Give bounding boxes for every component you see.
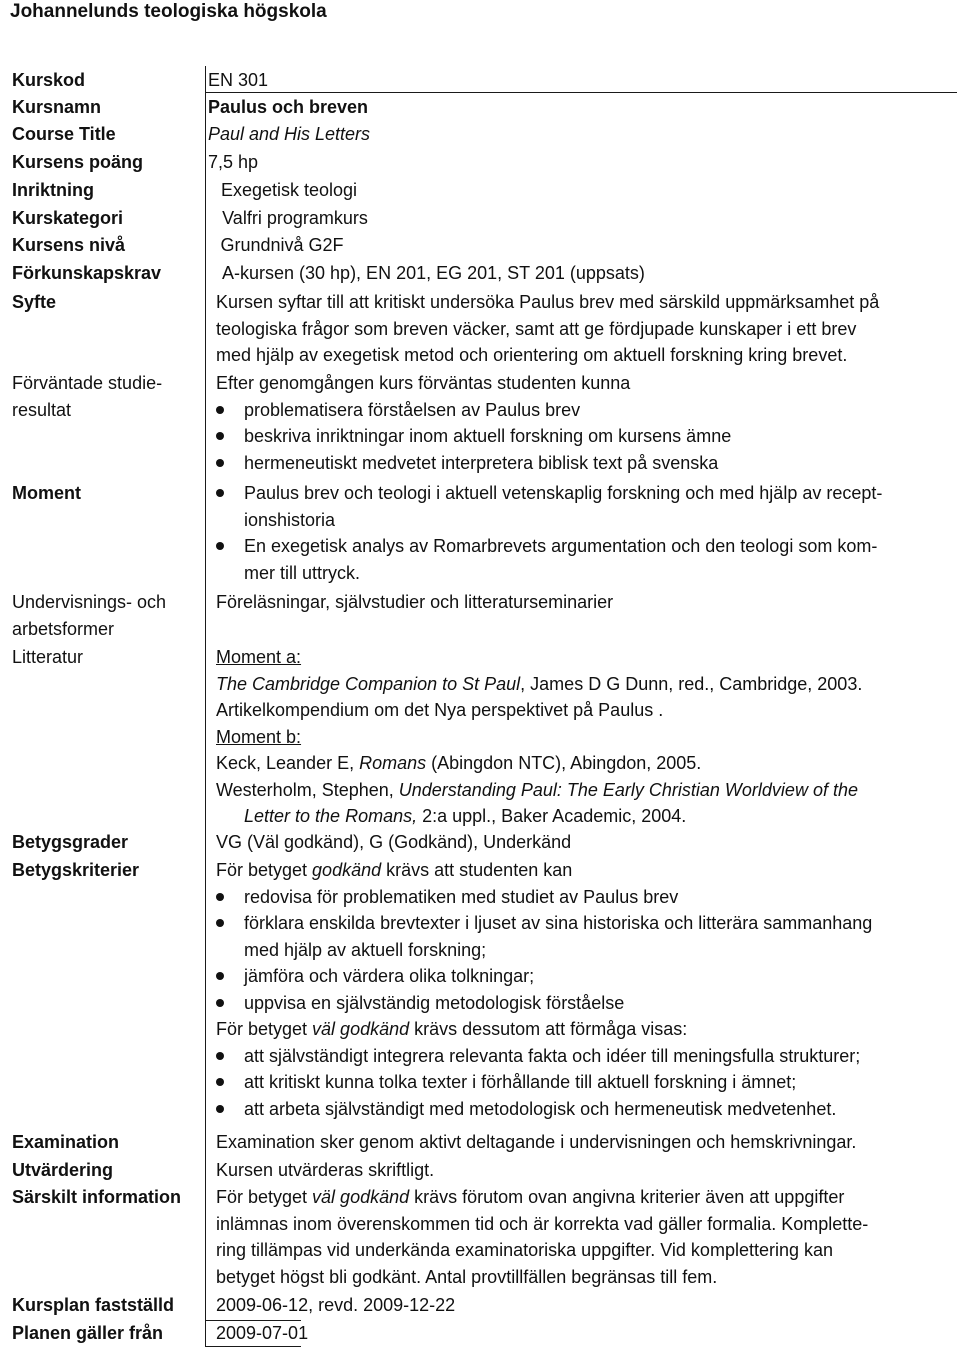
list-item-text: uppvisa en självständig metodologisk förståelse: [244, 992, 625, 1013]
moment-a-heading: Moment a:: [216, 647, 302, 667]
value-inriktning: Exegetisk teologi: [220, 180, 358, 200]
value-forkunskapskrav: A-kursen (30 hp), EN 201, EG 201, ST 201 (uppsats): [222, 263, 645, 283]
row-divider: [205, 92, 957, 93]
list-item-text: En exegetisk analys av Romarbrevets argumentation och den teologi som kom-: [244, 536, 878, 556]
list-item: [216, 1069, 948, 1096]
label-syfte: Syfte: [12, 292, 57, 312]
list-item-text: att kritiskt kunna tolka texter i förhållande till aktuell forskning i ämnet;: [244, 1072, 797, 1092]
book-title: The Cambridge Companion to St Paul: [216, 673, 521, 694]
bullet-icon: [216, 459, 224, 467]
label-sarskilt-information: Särskilt information: [12, 1187, 182, 1207]
value-course-title: Paul and His Letters: [207, 124, 371, 144]
label-kursnamn: Kursnamn: [12, 97, 102, 117]
book-title: Letter to the Romans,: [244, 806, 418, 826]
value-betygskriterier: [216, 857, 948, 1122]
text: krävs förutom ovan angivna kriterier även att uppgifter: [409, 1187, 845, 1207]
book-title: Understanding Paul: The Early Christian Worldview of the: [398, 779, 858, 800]
label-betygskriterier: Betygskriterier: [12, 860, 140, 880]
value-poang: 7,5 hp: [207, 152, 259, 172]
book-details: (Abingdon NTC), Abingdon, 2005.: [426, 753, 702, 773]
syfte-line: med hjälp av exegetisk metod och orientering om aktuell forskning kring brevet.: [216, 345, 848, 365]
list-item: [216, 450, 948, 477]
value-litteratur: [216, 644, 948, 830]
list-item-text: att självständigt integrera relevanta fakta och idéer till meningsfulla strukturer;: [244, 1045, 861, 1066]
intro-text: Efter genomgången kurs förväntas studenten kunna: [216, 373, 631, 393]
literature-entry-continuation: [216, 803, 948, 830]
list-item-continuation: mer till uttryck.: [244, 562, 361, 583]
label-course-title: Course Title: [12, 124, 116, 144]
info-line: [216, 1184, 948, 1211]
bullet-icon: [216, 1105, 224, 1113]
list-item: [216, 1096, 948, 1123]
list-item: [216, 397, 948, 424]
value-examination: Examination sker genom aktivt deltagande i undervisningen och hemskrivningar.: [216, 1132, 857, 1152]
label-kurskategori: Kurskategori: [12, 208, 124, 228]
text: krävs att studenten kan: [381, 860, 573, 880]
info-line: inlämnas inom överenskommen tid och är korrekta vad gäller formalia. Komplette-: [216, 1213, 869, 1234]
label-planen-galler-fran: Planen gäller från: [12, 1323, 164, 1343]
value-niva: Grundnivå G2F: [220, 235, 344, 255]
list-item-text: förklara enskilda brevtexter i ljuset av sina historiska och litterära sammanhang: [244, 913, 873, 933]
value-utvardering: Kursen utvärderas skriftligt.: [216, 1160, 435, 1180]
label-line: Undervisnings- och: [12, 592, 167, 612]
grade-name: väl godkänd: [312, 1019, 410, 1039]
grade-intro-g: [216, 857, 948, 884]
label-kurskod: Kurskod: [12, 70, 86, 90]
bullet-icon: [216, 406, 224, 414]
bullet-icon: [216, 1078, 224, 1086]
list-item: [216, 423, 948, 450]
label-inriktning: Inriktning: [12, 180, 94, 200]
label-undervisning: [12, 589, 202, 642]
grade-intro-vg: [216, 1016, 948, 1043]
label-poang: Kursens poäng: [12, 152, 144, 172]
list-item: [216, 1043, 948, 1070]
value-moment: [216, 480, 948, 586]
list-item: [216, 884, 948, 911]
syfte-line: Kursen syftar till att kritiskt undersöka Paulus brev med särskild uppmärksamhet på: [216, 292, 880, 312]
list-item-text: hermeneutiskt medvetet interpretera biblisk text på svenska: [244, 452, 719, 473]
label-line: Förväntade studie-: [12, 373, 163, 393]
list-item-continuation: med hjälp av aktuell forskning;: [244, 939, 487, 960]
grade-name: godkänd: [312, 860, 382, 880]
list-item: [216, 910, 948, 937]
bullet-icon: [216, 1052, 224, 1060]
info-line: betyget högst bli godkänt. Antal provtillfällen begränsas till fem.: [216, 1266, 718, 1287]
value-betygsgrader: VG (Väl godkänd), G (Godkänd), Underkänd: [216, 832, 572, 852]
book-details: , James D G Dunn, red., Cambridge, 2003.: [520, 673, 863, 694]
label-utvardering: Utvärdering: [12, 1160, 114, 1180]
bullet-icon: [216, 489, 224, 497]
list-item-text: problematisera förståelsen av Paulus brev: [244, 399, 581, 420]
author: Westerholm, Stephen,: [216, 779, 399, 800]
label-line: resultat: [12, 399, 72, 420]
list-item-text: jämföra och värdera olika tolkningar;: [244, 966, 535, 986]
label-niva: Kursens nivå: [12, 235, 126, 255]
text: För betyget: [216, 860, 313, 880]
value-sarskilt-information: [216, 1184, 948, 1290]
list-item-continuation: ionshistoria: [244, 509, 336, 530]
label-litteratur: Litteratur: [12, 647, 84, 667]
list-item-text: beskriva inriktningar inom aktuell forskning om kursens ämne: [244, 426, 732, 446]
value-syfte: [216, 289, 948, 369]
bullet-icon: [216, 919, 224, 927]
list-item: [216, 963, 948, 990]
label-examination: Examination: [12, 1132, 120, 1152]
moment-b-heading: Moment b:: [216, 726, 302, 747]
label-line: arbetsformer: [12, 618, 115, 639]
value-forvantade-studieresultat: [216, 370, 948, 476]
author: Keck, Leander E,: [216, 753, 360, 773]
value-kurskod: EN 301: [207, 70, 269, 90]
book-details: 2:a uppl., Baker Academic, 2004.: [417, 806, 687, 826]
value-kursnamn: Paulus och breven: [207, 97, 369, 117]
literature-entry: [216, 777, 948, 804]
syfte-line: teologiska frågor som breven väcker, samt att ge fördjupade kunskaper i ett brev: [216, 318, 857, 339]
literature-entry: [216, 750, 948, 777]
text: krävs dessutom att förmåga visas:: [409, 1019, 688, 1039]
grade-name: väl godkänd: [312, 1187, 410, 1207]
literature-entry: Artikelkompendium om det Nya perspektivet på Paulus .: [216, 700, 664, 720]
list-item: [216, 480, 948, 507]
value-undervisning: Föreläsningar, självstudier och litteraturseminarier: [216, 592, 614, 612]
school-name: Johannelunds teologiska högskola: [10, 1, 327, 22]
list-item: [216, 533, 948, 560]
bullet-icon: [216, 432, 224, 440]
text: För betyget: [216, 1187, 313, 1207]
label-betygsgrader: Betygsgrader: [12, 832, 129, 852]
label-moment: Moment: [12, 483, 81, 503]
text: För betyget: [216, 1019, 313, 1039]
bullet-icon: [216, 893, 224, 901]
bullet-icon: [216, 972, 224, 980]
info-line: ring tillämpas vid underkända examinatoriska uppgifter. Vid komplettering kan: [216, 1240, 834, 1260]
list-item-text: att arbeta självständigt med metodologisk och hermeneutisk medvetenhet.: [244, 1098, 837, 1119]
list-item-text: Paulus brev och teologi i aktuell vetenskaplig forskning och med hjälp av recept-: [244, 483, 883, 503]
value-kurskategori: Valfri programkurs: [222, 208, 368, 228]
value-planen-galler-fran: 2009-07-01: [216, 1323, 309, 1343]
label-forvantade-studieresultat: [12, 370, 202, 423]
book-title: Romans: [359, 753, 427, 773]
label-kursplan-faststalld: Kursplan fastställd: [12, 1295, 175, 1315]
bullet-icon: [216, 999, 224, 1007]
list-item: [216, 990, 948, 1017]
bullet-icon: [216, 542, 224, 550]
literature-entry: [216, 671, 948, 698]
list-item-text: redovisa för problematiken med studiet av Paulus brev: [244, 886, 679, 907]
label-forkunskapskrav: Förkunskapskrav: [12, 263, 162, 283]
value-kursplan-faststalld: 2009-06-12, revd. 2009-12-22: [216, 1295, 456, 1315]
